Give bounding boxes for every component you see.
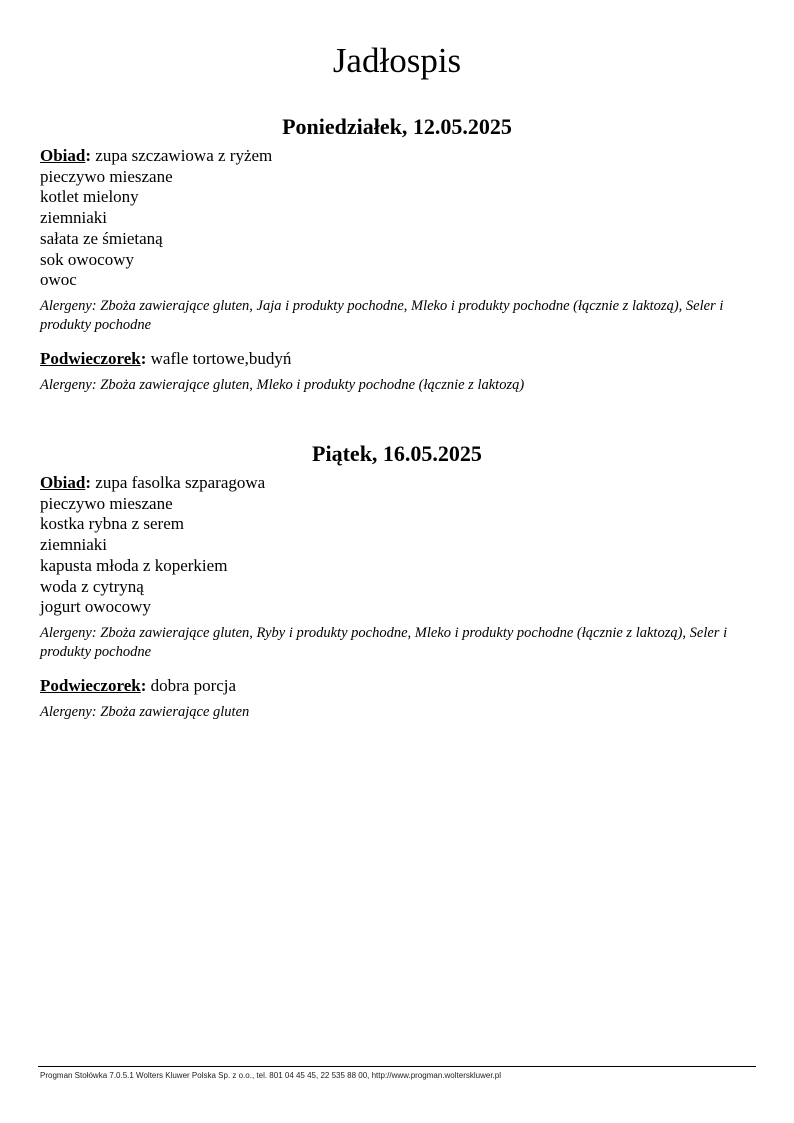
snack-allergens: Alergeny: Zboża zawierające gluten, Mleko i produkty pochodne (łącznie z laktozą): [40, 376, 525, 393]
lunch-colon: :: [85, 473, 92, 492]
snack-allergens: Alergeny: Zboża zawierające gluten: [40, 703, 250, 720]
lunch-item: pieczywo mieszane: [40, 493, 173, 513]
snack-block: [40, 349, 760, 395]
lunch-item: sałata ze śmietaną: [40, 228, 163, 248]
snack-label: Podwieczorek: [40, 348, 141, 368]
lunch-allergens: Alergeny: Zboża zawierające gluten, Ryby i produkty pochodne, Mleko i produkty pochodne (łącznie z laktozą), Seler i produkty pochodne: [40, 624, 728, 660]
snack-first-item: dobra porcja: [146, 675, 237, 695]
lunch-block: [40, 473, 760, 662]
lunch-item: jogurt owocowy: [40, 597, 151, 617]
lunch-label: Obiad: [40, 146, 86, 165]
lunch-item: owoc: [40, 270, 77, 290]
snack-first-line: [40, 676, 760, 697]
lunch-item: ziemniaki: [40, 208, 108, 228]
day-section-friday: [40, 439, 760, 722]
snack-colon: :: [140, 675, 147, 695]
lunch-allergens: Alergeny: Zboża zawierające gluten, Jaja i produkty pochodne, Mleko i produkty pochodne (łącznie z laktozą), Seler i produkty pochodne: [40, 297, 724, 333]
lunch-item: kotlet mielony: [40, 187, 139, 207]
snack-colon: :: [140, 348, 147, 368]
lunch-item: kapusta młoda z koperkiem: [40, 555, 228, 575]
snack-first-line: [40, 349, 760, 370]
lunch-block: [40, 146, 760, 335]
snack-block: [40, 676, 760, 722]
lunch-first-line: [40, 473, 760, 494]
day-title: Piątek, 16.05.2025: [312, 441, 482, 466]
snack-first-item: wafle tortowe,budyń: [146, 348, 292, 368]
day-section-monday: [40, 112, 760, 395]
footer-text: Progman Stołówka 7.0.5.1 Wolters Kluwer Polska Sp. z o.o., tel. 801 04 45 45, 22 535 88 00, http://www.progman.wolterskluwer.pl: [40, 1071, 501, 1080]
footer-divider: [38, 1066, 756, 1067]
lunch-first-item: zupa szczawiowa z ryżem: [91, 146, 273, 165]
lunch-colon: :: [85, 146, 92, 165]
lunch-item: sok owocowy: [40, 249, 134, 269]
lunch-item: woda z cytryną: [40, 576, 144, 596]
lunch-label: Obiad: [40, 473, 86, 492]
day-title: Poniedziałek, 12.05.2025: [282, 114, 512, 139]
lunch-item: kostka rybna z serem: [40, 514, 184, 534]
lunch-first-item: zupa fasolka szparagowa: [91, 473, 266, 492]
lunch-item: ziemniaki: [40, 535, 108, 555]
lunch-first-line: [40, 146, 760, 167]
lunch-item: pieczywo mieszane: [40, 166, 173, 186]
page-title: Jadłospis: [332, 41, 462, 80]
snack-label: Podwieczorek: [40, 675, 141, 695]
